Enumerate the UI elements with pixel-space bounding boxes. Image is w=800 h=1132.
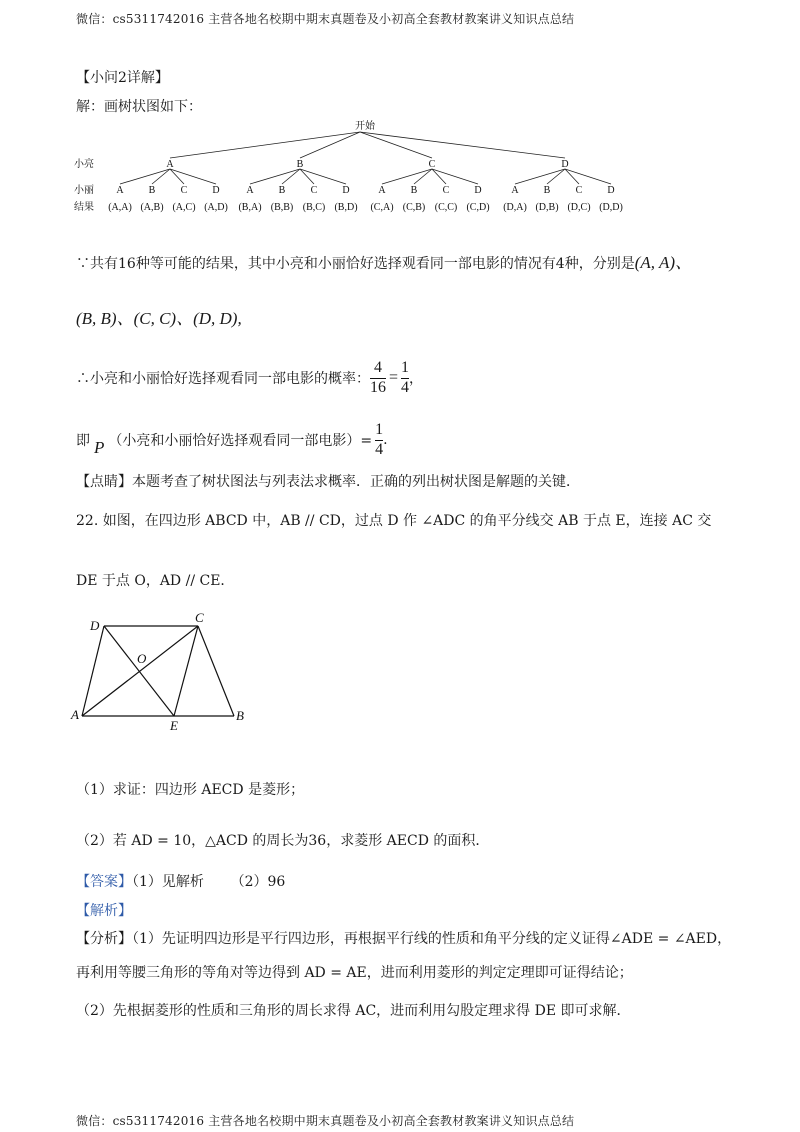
tree-level1-nodes bbox=[166, 159, 568, 170]
reasoning-line-1 bbox=[76, 248, 692, 273]
fraction-denominator: 4 bbox=[401, 378, 410, 396]
tree-result-labels bbox=[108, 202, 623, 213]
tree-node-level2: A bbox=[378, 185, 386, 196]
segment-ce bbox=[174, 626, 198, 716]
analysis-line-3: （2）先根据菱形的性质和三角形的周长求得 AC，进而利用勾股定理求得 DE 即可求解． bbox=[76, 1003, 631, 1019]
tree-node-level1: C bbox=[428, 159, 436, 170]
tree-branch-level2 bbox=[120, 169, 170, 184]
tree-result-label: (B,D) bbox=[334, 202, 358, 213]
punctuation: ， bbox=[409, 371, 424, 388]
answer-text: （1）见解析 （2）96 bbox=[132, 874, 286, 890]
tree-node-level1: A bbox=[166, 159, 174, 170]
tree-level2-nodes bbox=[116, 185, 614, 196]
tree-result-label: (A,D) bbox=[204, 202, 228, 213]
point-a-label: A bbox=[71, 707, 79, 722]
tree-node-level2: B bbox=[543, 185, 551, 196]
question-22-part-1: （1）求证：四边形 AECD 是菱形； bbox=[76, 782, 305, 798]
tree-branch-root bbox=[170, 132, 360, 158]
analysis-line-2: 再利用等腰三角形的等角对等边得到 AD = AE，进而利用菱形的判定定理即可证得结论； bbox=[76, 965, 633, 981]
pair-aa: (A, A)、 bbox=[634, 253, 693, 272]
probability-symbol: P bbox=[94, 438, 105, 458]
tree-result-label: (B,A) bbox=[238, 202, 262, 213]
tree-result-label: (D,D) bbox=[599, 202, 623, 213]
tree-node-level2: D bbox=[212, 185, 220, 196]
fraction-numerator: 1 bbox=[401, 359, 410, 376]
segment-cb bbox=[198, 626, 234, 716]
point-c-label: C bbox=[195, 610, 204, 625]
reasoning-text-1: ∵共有16种等可能的结果，其中小亮和小丽恰好选择观看同一部电影的情况有4种，分别是 bbox=[76, 256, 635, 272]
question-22-part-2: （2）若 AD = 10，△ACD 的周长为36，求菱形 AECD 的面积． bbox=[76, 833, 490, 849]
tree-result-label: (C,D) bbox=[466, 202, 490, 213]
tree-node-level2: C bbox=[180, 185, 188, 196]
answer-line bbox=[76, 871, 285, 891]
tree-branch-level2 bbox=[250, 169, 300, 184]
point-o-label: O bbox=[137, 651, 147, 666]
segment-de bbox=[104, 626, 174, 716]
page-header: 微信：cs5311742016 主营各地名校期中期末真题卷及小初高全套教材教案讲义知识点总结 bbox=[76, 12, 575, 26]
tree-result-label: (C,C) bbox=[434, 202, 458, 213]
tree-node-level2: A bbox=[116, 185, 124, 196]
tree-branch-root bbox=[360, 132, 565, 158]
tree-row-label-result: 结果 bbox=[74, 202, 94, 213]
tree-node-level2: C bbox=[442, 185, 450, 196]
tree-result-label: (C,B) bbox=[402, 202, 426, 213]
section-heading: 【小问2详解】 bbox=[76, 70, 169, 86]
tree-result-label: (B,C) bbox=[302, 202, 326, 213]
tree-result-label: (D,C) bbox=[567, 202, 591, 213]
tree-result-label: (D,B) bbox=[535, 202, 559, 213]
tree-node-level2: C bbox=[575, 185, 583, 196]
tree-result-label: (B,B) bbox=[270, 202, 294, 213]
reasoning-line-4 bbox=[76, 422, 388, 459]
tree-node-level2: B bbox=[410, 185, 418, 196]
fraction-1-4 bbox=[401, 360, 409, 397]
tree-node-level2: C bbox=[310, 185, 318, 196]
tree-result-label: (A,A) bbox=[108, 202, 132, 213]
tree-branch-level2 bbox=[282, 169, 300, 184]
tree-branch-level2 bbox=[382, 169, 432, 184]
tree-branch-level2 bbox=[414, 169, 432, 184]
point-d-label: D bbox=[90, 618, 100, 633]
tree-branch-level2 bbox=[152, 169, 170, 184]
analysis-tag: 【解析】 bbox=[76, 903, 132, 919]
tree-branch-level2 bbox=[547, 169, 565, 184]
tree-node-level2: A bbox=[246, 185, 254, 196]
tree-branch-root bbox=[360, 132, 432, 158]
tree-node-level1: D bbox=[561, 159, 569, 170]
tree-branch-level2 bbox=[515, 169, 565, 184]
quadrilateral-figure bbox=[70, 608, 260, 738]
answer-tag: 【答案】 bbox=[76, 874, 132, 890]
fraction-numerator: 1 bbox=[375, 421, 384, 438]
fraction-4-16 bbox=[370, 360, 386, 397]
tree-node-level2: B bbox=[148, 185, 156, 196]
tree-node-level2: B bbox=[278, 185, 286, 196]
tree-node-level2: D bbox=[607, 185, 615, 196]
analysis-line-1: 【分析】（1）先证明四边形是平行四边形，再根据平行线的性质和角平分线的定义证得∠ADE = ∠AED， bbox=[76, 931, 732, 947]
page-footer: 微信：cs5311742016 主营各地名校期中期末真题卷及小初高全套教材教案讲义知识点总结 bbox=[76, 1114, 575, 1128]
probability-text: ∴小亮和小丽恰好选择观看同一部电影的概率： bbox=[76, 371, 370, 388]
prefix-text: 即 bbox=[76, 433, 90, 450]
tree-result-label: (A,C) bbox=[172, 202, 196, 213]
tree-result-label: (A,B) bbox=[140, 202, 164, 213]
tree-result-label: (D,A) bbox=[503, 202, 527, 213]
fraction-denominator: 16 bbox=[370, 378, 386, 396]
reasoning-line-3: ∴小亮和小丽恰好选择观看同一部电影的概率： $\frac{4}{16}$ = $\frac{1}{4}$ ， bbox=[76, 359, 424, 396]
tree-root-label: 开始 bbox=[355, 121, 375, 132]
fraction-denominator: 4 bbox=[375, 440, 384, 458]
point-b-label: B bbox=[236, 708, 244, 723]
probability-statement: （小亮和小丽恰好选择观看同一部电影）= bbox=[108, 433, 373, 450]
solution-intro: 解：画树状图如下： bbox=[76, 99, 202, 115]
comment-line: 【点睛】本题考查了树状图法与列表法求概率．正确的列出树状图是解题的关键． bbox=[76, 474, 580, 490]
tree-node-level1: B bbox=[296, 159, 304, 170]
punctuation: . bbox=[383, 432, 388, 449]
tree-node-level2: A bbox=[511, 185, 519, 196]
question-22-line-2: DE 于点 O，AD // CE． bbox=[76, 573, 235, 589]
question-22-line-1: 22. 如图，在四边形 ABCD 中，AB // CD，过点 D 作 ∠ADC 的角平分线交 AB 于点 E，连接 AC 交 bbox=[76, 513, 712, 529]
reasoning-line-2: (B, B)、(C, C)、(D, D), bbox=[76, 309, 242, 328]
segment-ac bbox=[82, 626, 198, 716]
probability-tree-diagram bbox=[60, 116, 660, 216]
fraction-1-4-final bbox=[375, 422, 383, 459]
segment-ad bbox=[82, 626, 104, 716]
tree-node-level2: D bbox=[342, 185, 350, 196]
point-e-label: E bbox=[170, 718, 178, 733]
tree-node-level2: D bbox=[474, 185, 482, 196]
tree-result-label: (C,A) bbox=[370, 202, 394, 213]
tree-row-label-xiaoli: 小丽 bbox=[74, 185, 94, 196]
tree-row-label-xiaoliang: 小亮 bbox=[74, 159, 94, 170]
tree-branches bbox=[120, 132, 611, 184]
fraction-numerator: 4 bbox=[374, 359, 382, 376]
